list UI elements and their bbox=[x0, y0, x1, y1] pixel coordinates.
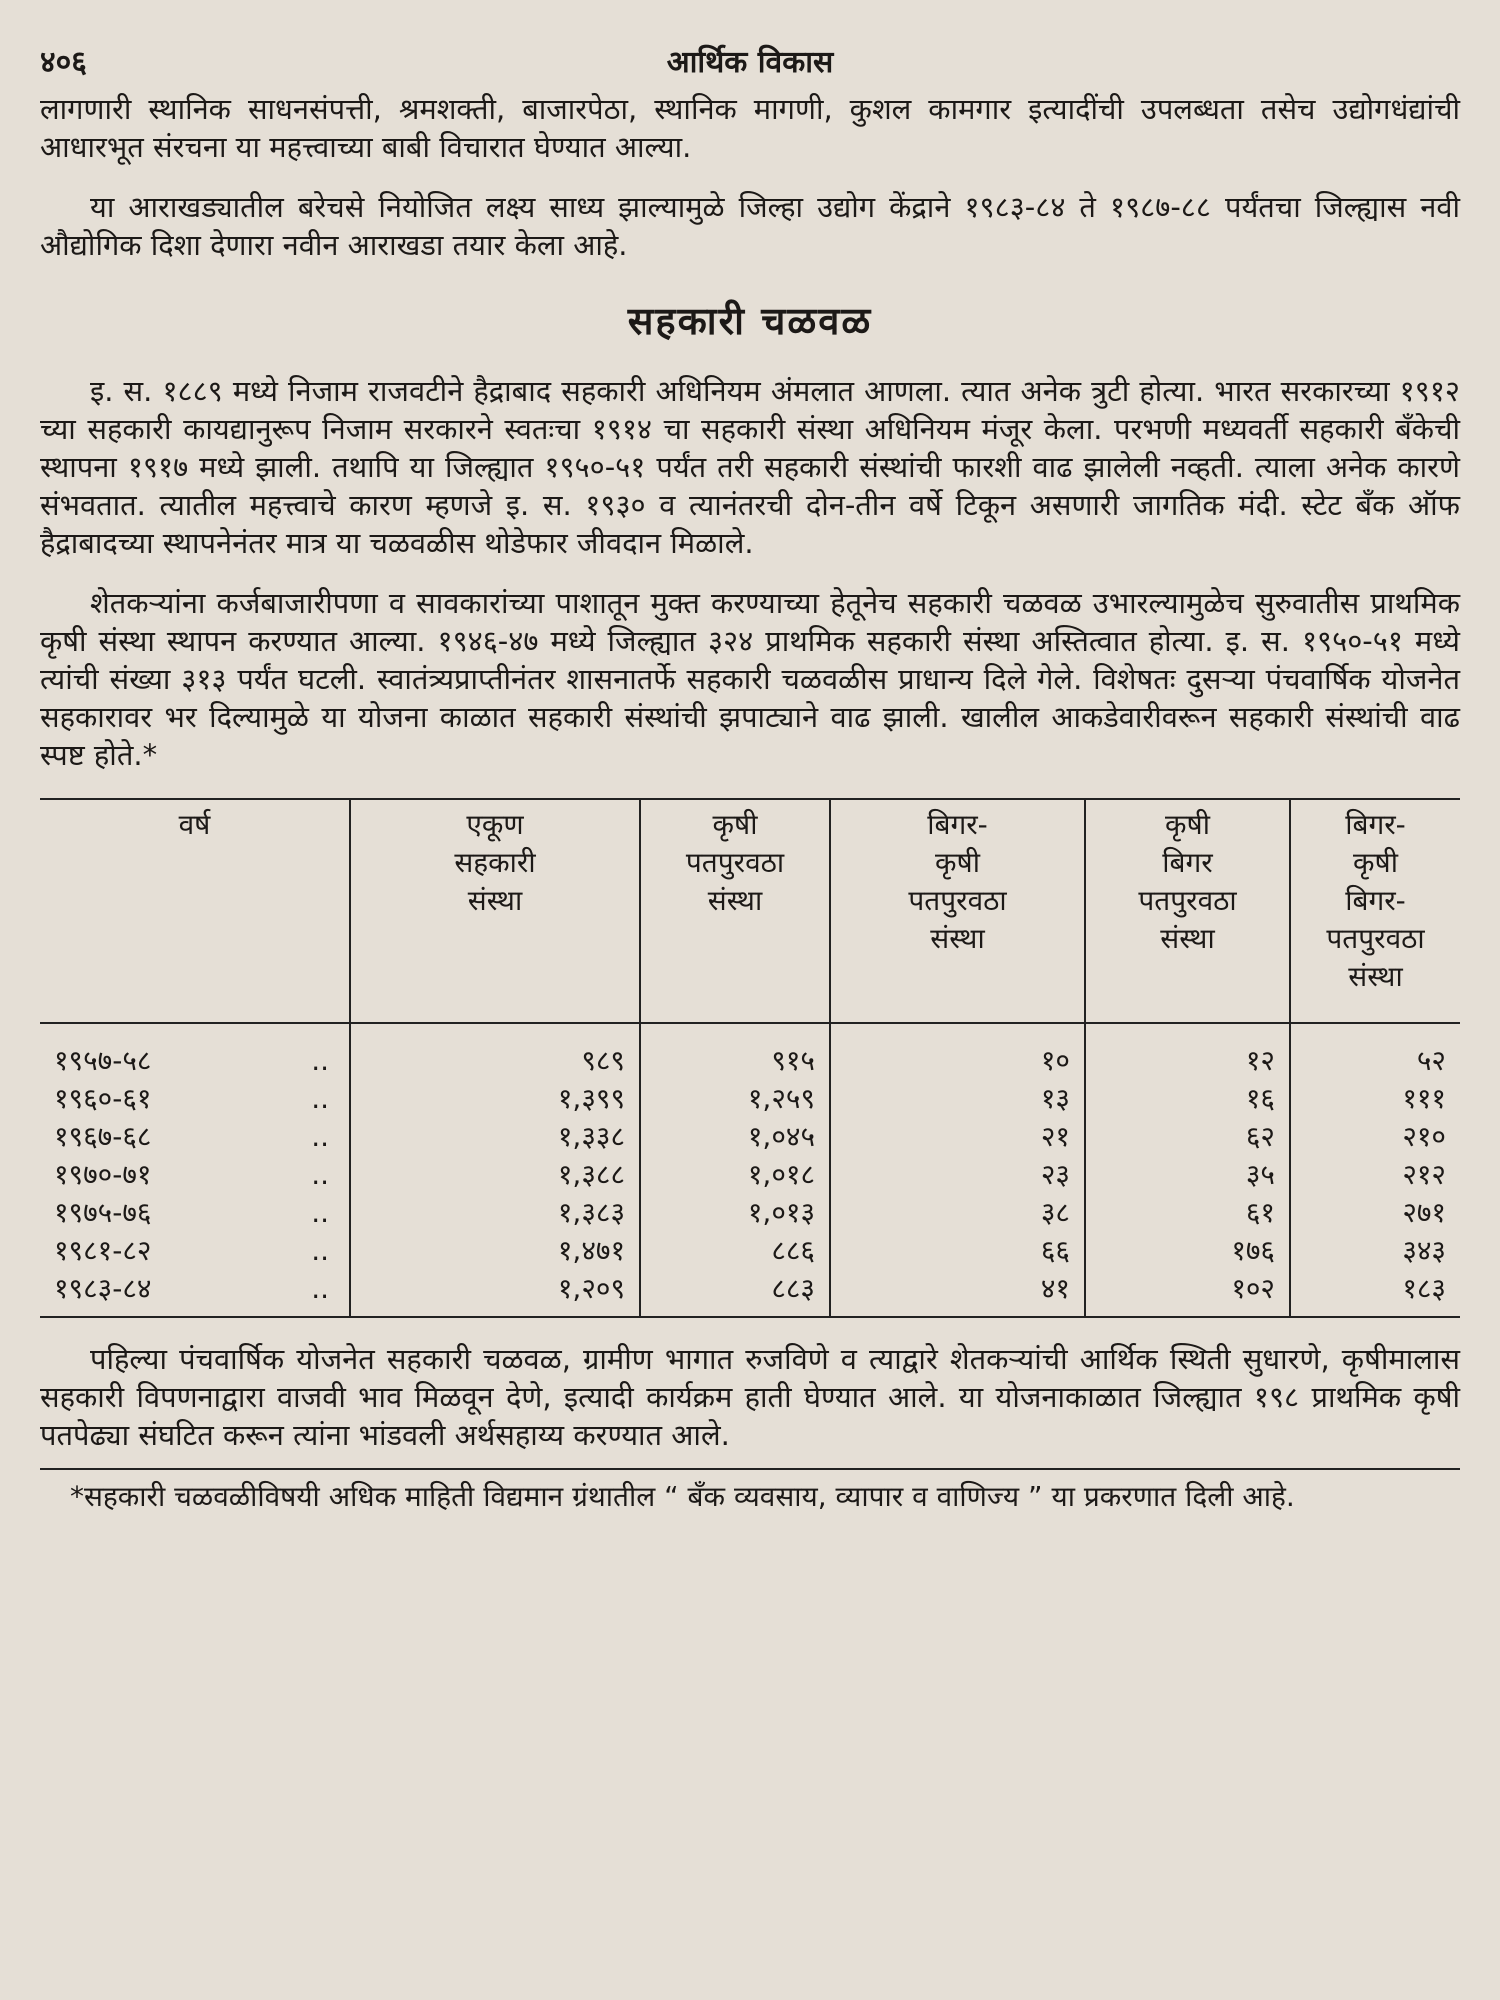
running-title: आर्थिक विकास bbox=[666, 45, 834, 80]
intro-paragraph-2: या आराखड्यातील बरेचसे नियोजित लक्ष्य साध्य झाल्यामुळे जिल्हा उद्योग केंद्राने १९८३-८४ ते १९८७-८८ पर्यंतचा जिल्ह्यास नवी औद्योगिक दिशा देणारा नवीन आराखडा तयार केला आहे. bbox=[40, 190, 1460, 262]
col-header-agri-credit: कृषी पतपुरवठा संस्था bbox=[640, 799, 830, 1023]
table-row: १९७०-७१ .. १,३८८ १,०१८ २३ ३५ २१२ bbox=[40, 1156, 1460, 1194]
col-header-nonagri-credit: बिगर- कृषी पतपुरवठा संस्था bbox=[830, 799, 1085, 1023]
footnote: *सहकारी चळवळीविषयी अधिक माहिती विद्यमान ग्रंथातील “ बँक व्यवसाय, व्यापार व वाणिज्य ” या प्रकरणात दिली आहे. bbox=[70, 1480, 1295, 1513]
table-row: १९५७-५८ .. ९८९ ९१५ १० १२ ५२ bbox=[40, 1023, 1460, 1080]
section-paragraph-1: इ. स. १८८९ मध्ये निजाम राजवटीने हैद्राबाद सहकारी अधिनियम अंमलात आणला. त्यात अनेक त्रुटी होत्या. भारत सरकारच्या १९१२ च्या सहकारी कायद्यानुरूप निजाम सरकारने स्वतःचा १९१४ चा सहकारी संस्था अधिनियम मंजूर केला. परभणी मध्यवर्ती सहकारी बँकेची स्थापना १९१७ मध्ये झाली. तथापि या जिल्ह्यात १९५०-५१ पर्यंत तरी सहकारी संस्थांची फारशी वाढ झालेली नव्हती. त्याला अनेक कारणे संभवतात. त्यातील महत्त्वाचे कारण म्हणजे इ. स. १९३० व त्यानंतरची दोन-तीन वर्षे टिकून असणारी जागतिक मंदी. स्टेट बँक ऑफ हैद्राबादच्या स्थापनेनंतर मात्र या चळवळीस थोडेफार जीवदान मिळाले. bbox=[40, 374, 1460, 560]
table-header-row bbox=[40, 799, 1460, 1023]
col-header-nonagri-noncredit: बिगर- कृषी बिगर- पतपुरवठा संस्था bbox=[1290, 799, 1460, 1023]
col-header-total-societies: एकूण सहकारी संस्था bbox=[350, 799, 640, 1023]
section-title: सहकारी चळवळ bbox=[627, 299, 873, 343]
table-row: १९६७-६८ .. १,३३८ १,०४५ २१ ६२ २१० bbox=[40, 1118, 1460, 1156]
table-row: १९८३-८४ .. १,२०९ ८८३ ४१ १०२ १८३ bbox=[40, 1270, 1460, 1317]
section-paragraph-2: शेतकऱ्यांना कर्जबाजारीपणा व सावकारांच्या पाशातून मुक्त करण्याच्या हेतूनेच सहकारी चळवळ उभारल्यामुळेच सुरुवातीस प्राथमिक कृषी संस्था स्थापन करण्यात आल्या. १९४६-४७ मध्ये जिल्ह्यात ३२४ प्राथमिक सहकारी संस्था अस्तित्वात होत्या. इ. स. १९५०-५१ मध्ये त्यांची संख्या ३१३ पर्यंत घटली. स्वातंत्र्यप्राप्तीनंतर शासनातर्फे सहकारी चळवळीस प्राधान्य दिले गेले. विशेषतः दुसऱ्या पंचवार्षिक योजनेत सहकारावर भर दिल्यामुळे या योजना काळात सहकारी संस्थांची झपाट्याने वाढ झाली. खालील आकडेवारीवरून सहकारी संस्थांची वाढ स्पष्ट होते.* bbox=[40, 586, 1460, 772]
table-row: १९७५-७६ .. १,३८३ १,०१३ ३८ ६१ २७१ bbox=[40, 1194, 1460, 1232]
col-header-agri-noncredit: कृषी बिगर पतपुरवठा संस्था bbox=[1085, 799, 1290, 1023]
document-page bbox=[40, 30, 1460, 1516]
cooperative-statistics-table bbox=[40, 798, 1460, 1318]
intro-paragraph-1: लागणारी स्थानिक साधनसंपत्ती, श्रमशक्ती, बाजारपेठा, स्थानिक मागणी, कुशल कामगार इत्यादींची उपलब्धता तसेच उद्योगधंद्यांची आधारभूत संरचना या महत्त्वाच्या बाबी विचारात घेण्यात आल्या. bbox=[40, 92, 1460, 164]
footnote-divider bbox=[40, 1468, 1460, 1470]
closing-paragraph: पहिल्या पंचवार्षिक योजनेत सहकारी चळवळ, ग्रामीण भागात रुजविणे व त्याद्वारे शेतकऱ्यांची आर्थिक स्थिती सुधारणे, कृषीमालास सहकारी विपणनाद्वारा वाजवी भाव मिळवून देणे, इत्यादी कार्यक्रम हाती घेण्यात आले. या योजनाकाळात जिल्ह्यात १९८ प्राथमिक कृषी पतपेढ्या संघटित करून त्यांना भांडवली अर्थसहाय्य करण्यात आले. bbox=[40, 1342, 1460, 1452]
table-row: १९६०-६१ .. १,३९९ १,२५९ १३ १६ १११ bbox=[40, 1080, 1460, 1118]
col-header-year: वर्ष bbox=[40, 799, 350, 1023]
table-row: १९८१-८२ .. १,४७१ ८८६ ६६ १७६ ३४३ bbox=[40, 1232, 1460, 1270]
page-number: ४०६ bbox=[40, 45, 87, 80]
page-header bbox=[40, 30, 1460, 90]
